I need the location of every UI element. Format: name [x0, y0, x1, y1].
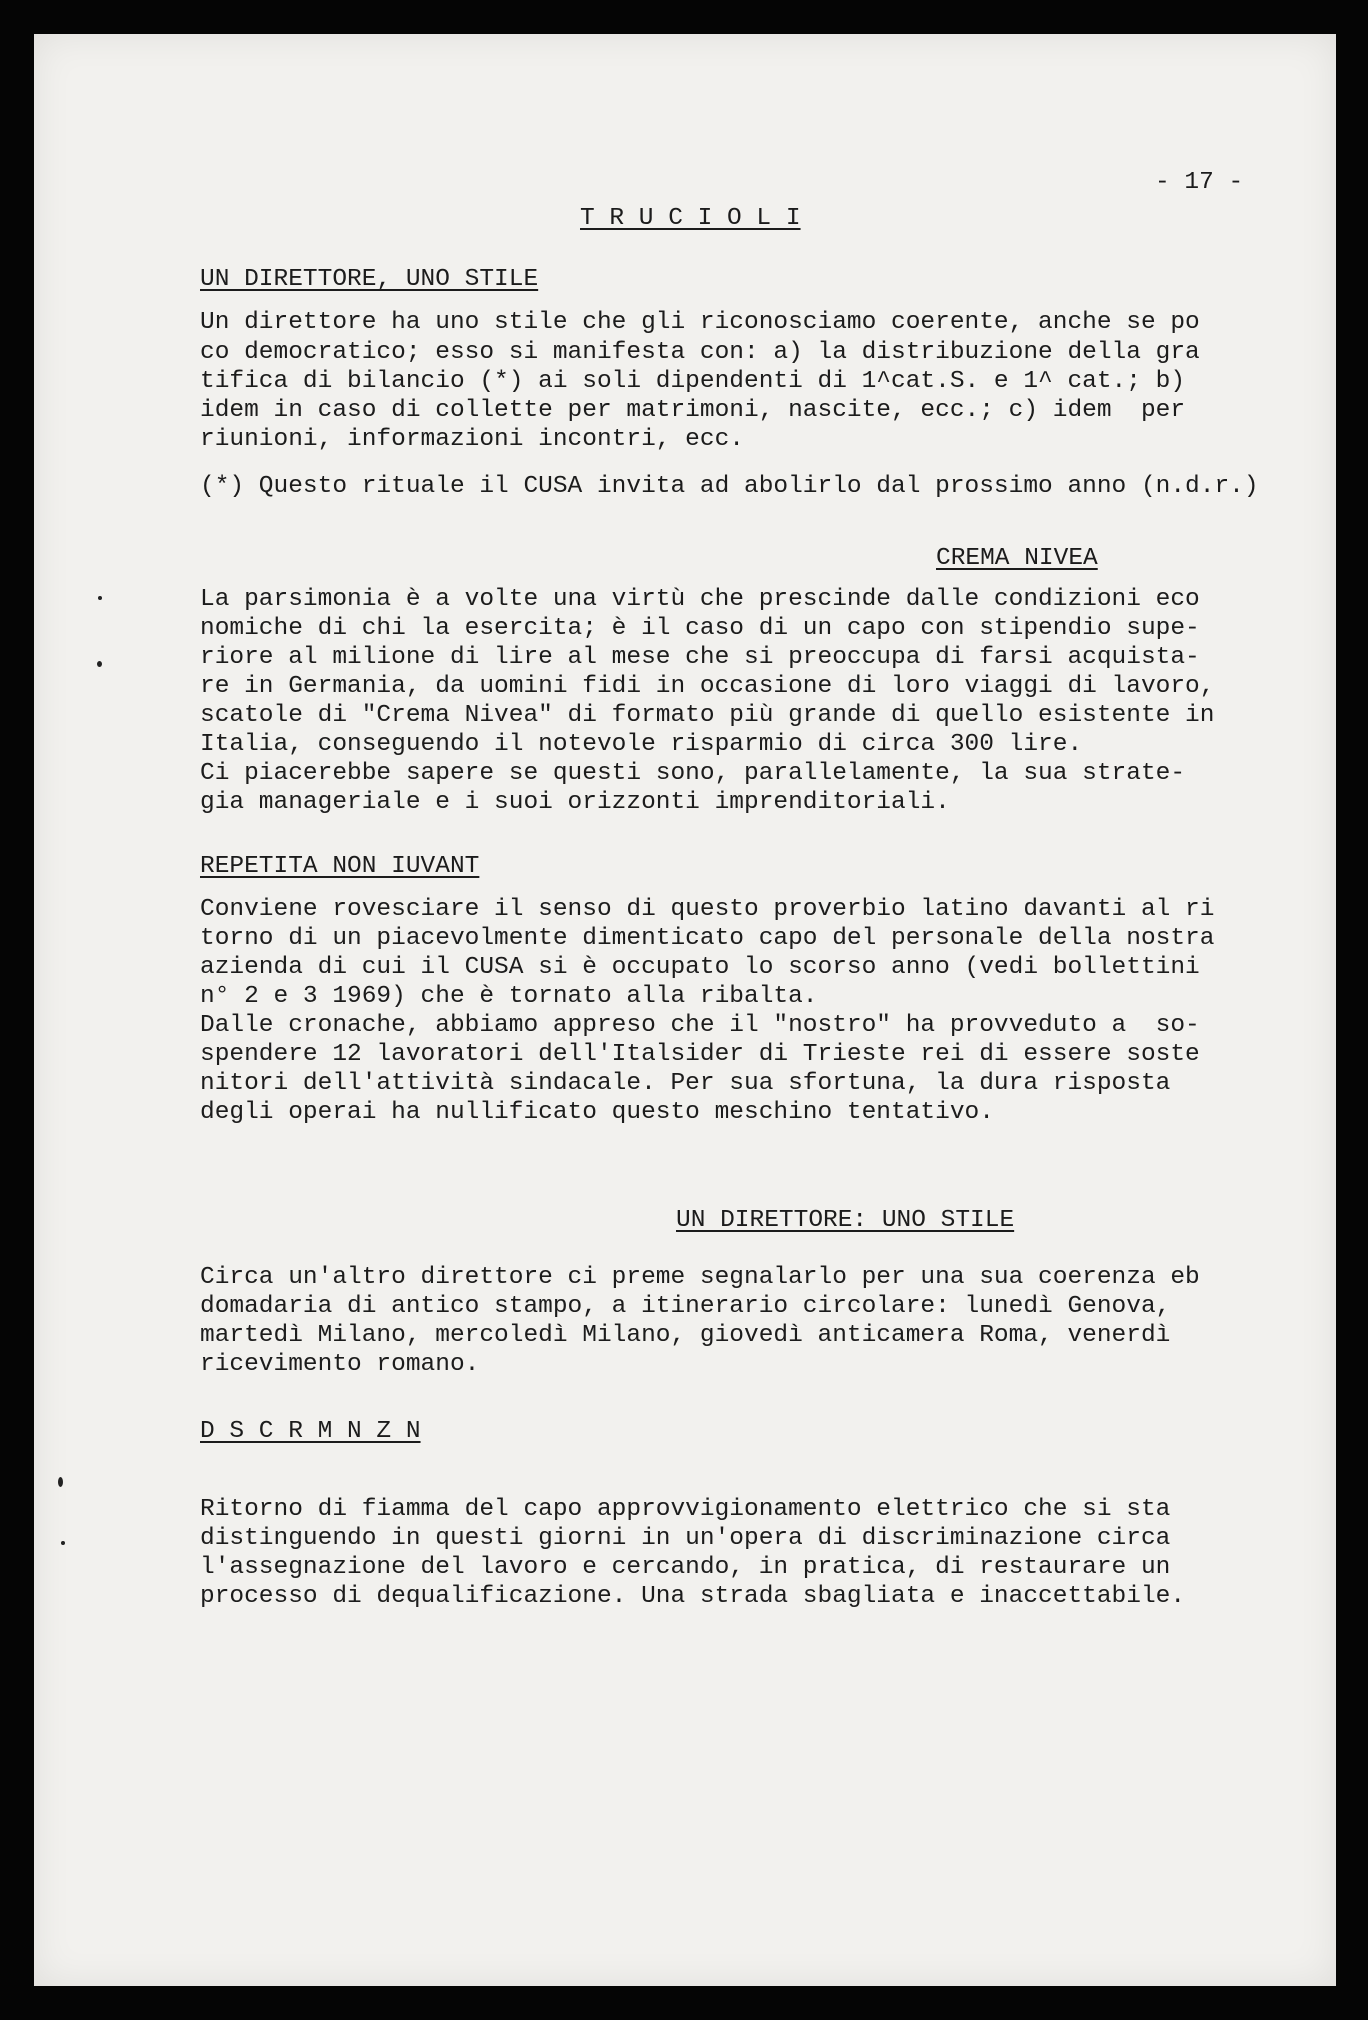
text-line: Italia, conseguendo il notevole risparmio di circa 300 lire. [200, 731, 1083, 758]
margin-mark [98, 596, 102, 600]
text-line: n° 2 e 3 1969) che è tornato alla ribalta. [200, 983, 818, 1010]
text-line: La parsimonia è a volte una virtù che prescinde dalle condizioni eco [200, 586, 1200, 613]
page-title: T R U C I O L I [580, 205, 801, 232]
text-line: spendere 12 lavoratori dell'Italsider di Trieste rei di essere soste [200, 1041, 1200, 1068]
text-line: processo di dequalificazione. Una strada sbagliata e inaccettabile. [200, 1583, 1186, 1610]
document-page [34, 34, 1336, 1986]
page-number: - 17 - [1155, 169, 1244, 196]
text-line: Circa un'altro direttore ci preme segnalarlo per una sua coerenza eb [200, 1264, 1200, 1291]
text-line: Conviene rovesciare il senso di questo proverbio latino davanti al ri [200, 896, 1215, 923]
margin-mark [58, 1477, 63, 1487]
footnote: (*) Questo rituale il CUSA invita ad abolirlo dal prossimo anno (n.d.r.) [200, 473, 1259, 500]
text-line: Dalle cronache, abbiamo appreso che il "nostro" ha provveduto a so- [200, 1012, 1200, 1039]
text-line: azienda di cui il CUSA si è occupato lo scorso anno (vedi bollettini [200, 954, 1200, 981]
typewritten-document [34, 34, 1336, 1986]
text-line: l'assegnazione del lavoro e cercando, in pratica, di restaurare un [200, 1554, 1171, 1581]
section-heading: REPETITA NON IUVANT [200, 853, 480, 880]
section-heading: CREMA NIVEA [936, 545, 1098, 572]
text-line: riunioni, informazioni incontri, ecc. [200, 426, 744, 453]
text-line: distinguendo in questi giorni in un'opera di discriminazione circa [200, 1525, 1171, 1552]
section-heading: D S C R M N Z N [200, 1418, 421, 1445]
text-line: Ci piacerebbe sapere se questi sono, parallelamente, la sua strate- [200, 760, 1186, 787]
text-line: co democratico; esso si manifesta con: a) la distribuzione della gra [200, 339, 1200, 366]
text-line: scatole di "Crema Nivea" di formato più grande di quello esistente in [200, 702, 1215, 729]
text-line: nomiche di chi la esercita; è il caso di un capo con stipendio supe- [200, 615, 1200, 642]
text-line: nitori dell'attività sindacale. Per sua sfortuna, la dura risposta [200, 1070, 1171, 1097]
text-line: ricevimento romano. [200, 1351, 480, 1378]
text-line: torno di un piacevolmente dimenticato capo del personale della nostra [200, 925, 1215, 952]
text-line: gia manageriale e i suoi orizzonti imprenditoriali. [200, 789, 950, 816]
text-line: tifica di bilancio (*) ai soli dipendenti di 1^cat.S. e 1^ cat.; b) [200, 368, 1186, 395]
section-heading: UN DIRETTORE: UNO STILE [676, 1207, 1015, 1234]
text-line: martedì Milano, mercoledì Milano, giovedì anticamera Roma, venerdì [200, 1322, 1171, 1349]
text-line: idem in caso di collette per matrimoni, nascite, ecc.; c) idem per [200, 397, 1186, 424]
text-line: re in Germania, da uomini fidi in occasione di loro viaggi di lavoro, [200, 673, 1215, 700]
text-line: Ritorno di fiamma del capo approvvigionamento elettrico che si sta [200, 1496, 1171, 1523]
margin-mark [97, 661, 102, 667]
margin-mark [61, 1541, 65, 1545]
section-heading: UN DIRETTORE, UNO STILE [200, 266, 539, 293]
text-line: degli operai ha nullificato questo meschino tentativo. [200, 1099, 994, 1126]
text-line: domadaria di antico stampo, a itinerario circolare: lunedì Genova, [200, 1293, 1171, 1320]
text-line: riore al milione di lire al mese che si preoccupa di farsi acquista- [200, 644, 1200, 671]
text-line: Un direttore ha uno stile che gli riconosciamo coerente, anche se po [200, 309, 1200, 336]
